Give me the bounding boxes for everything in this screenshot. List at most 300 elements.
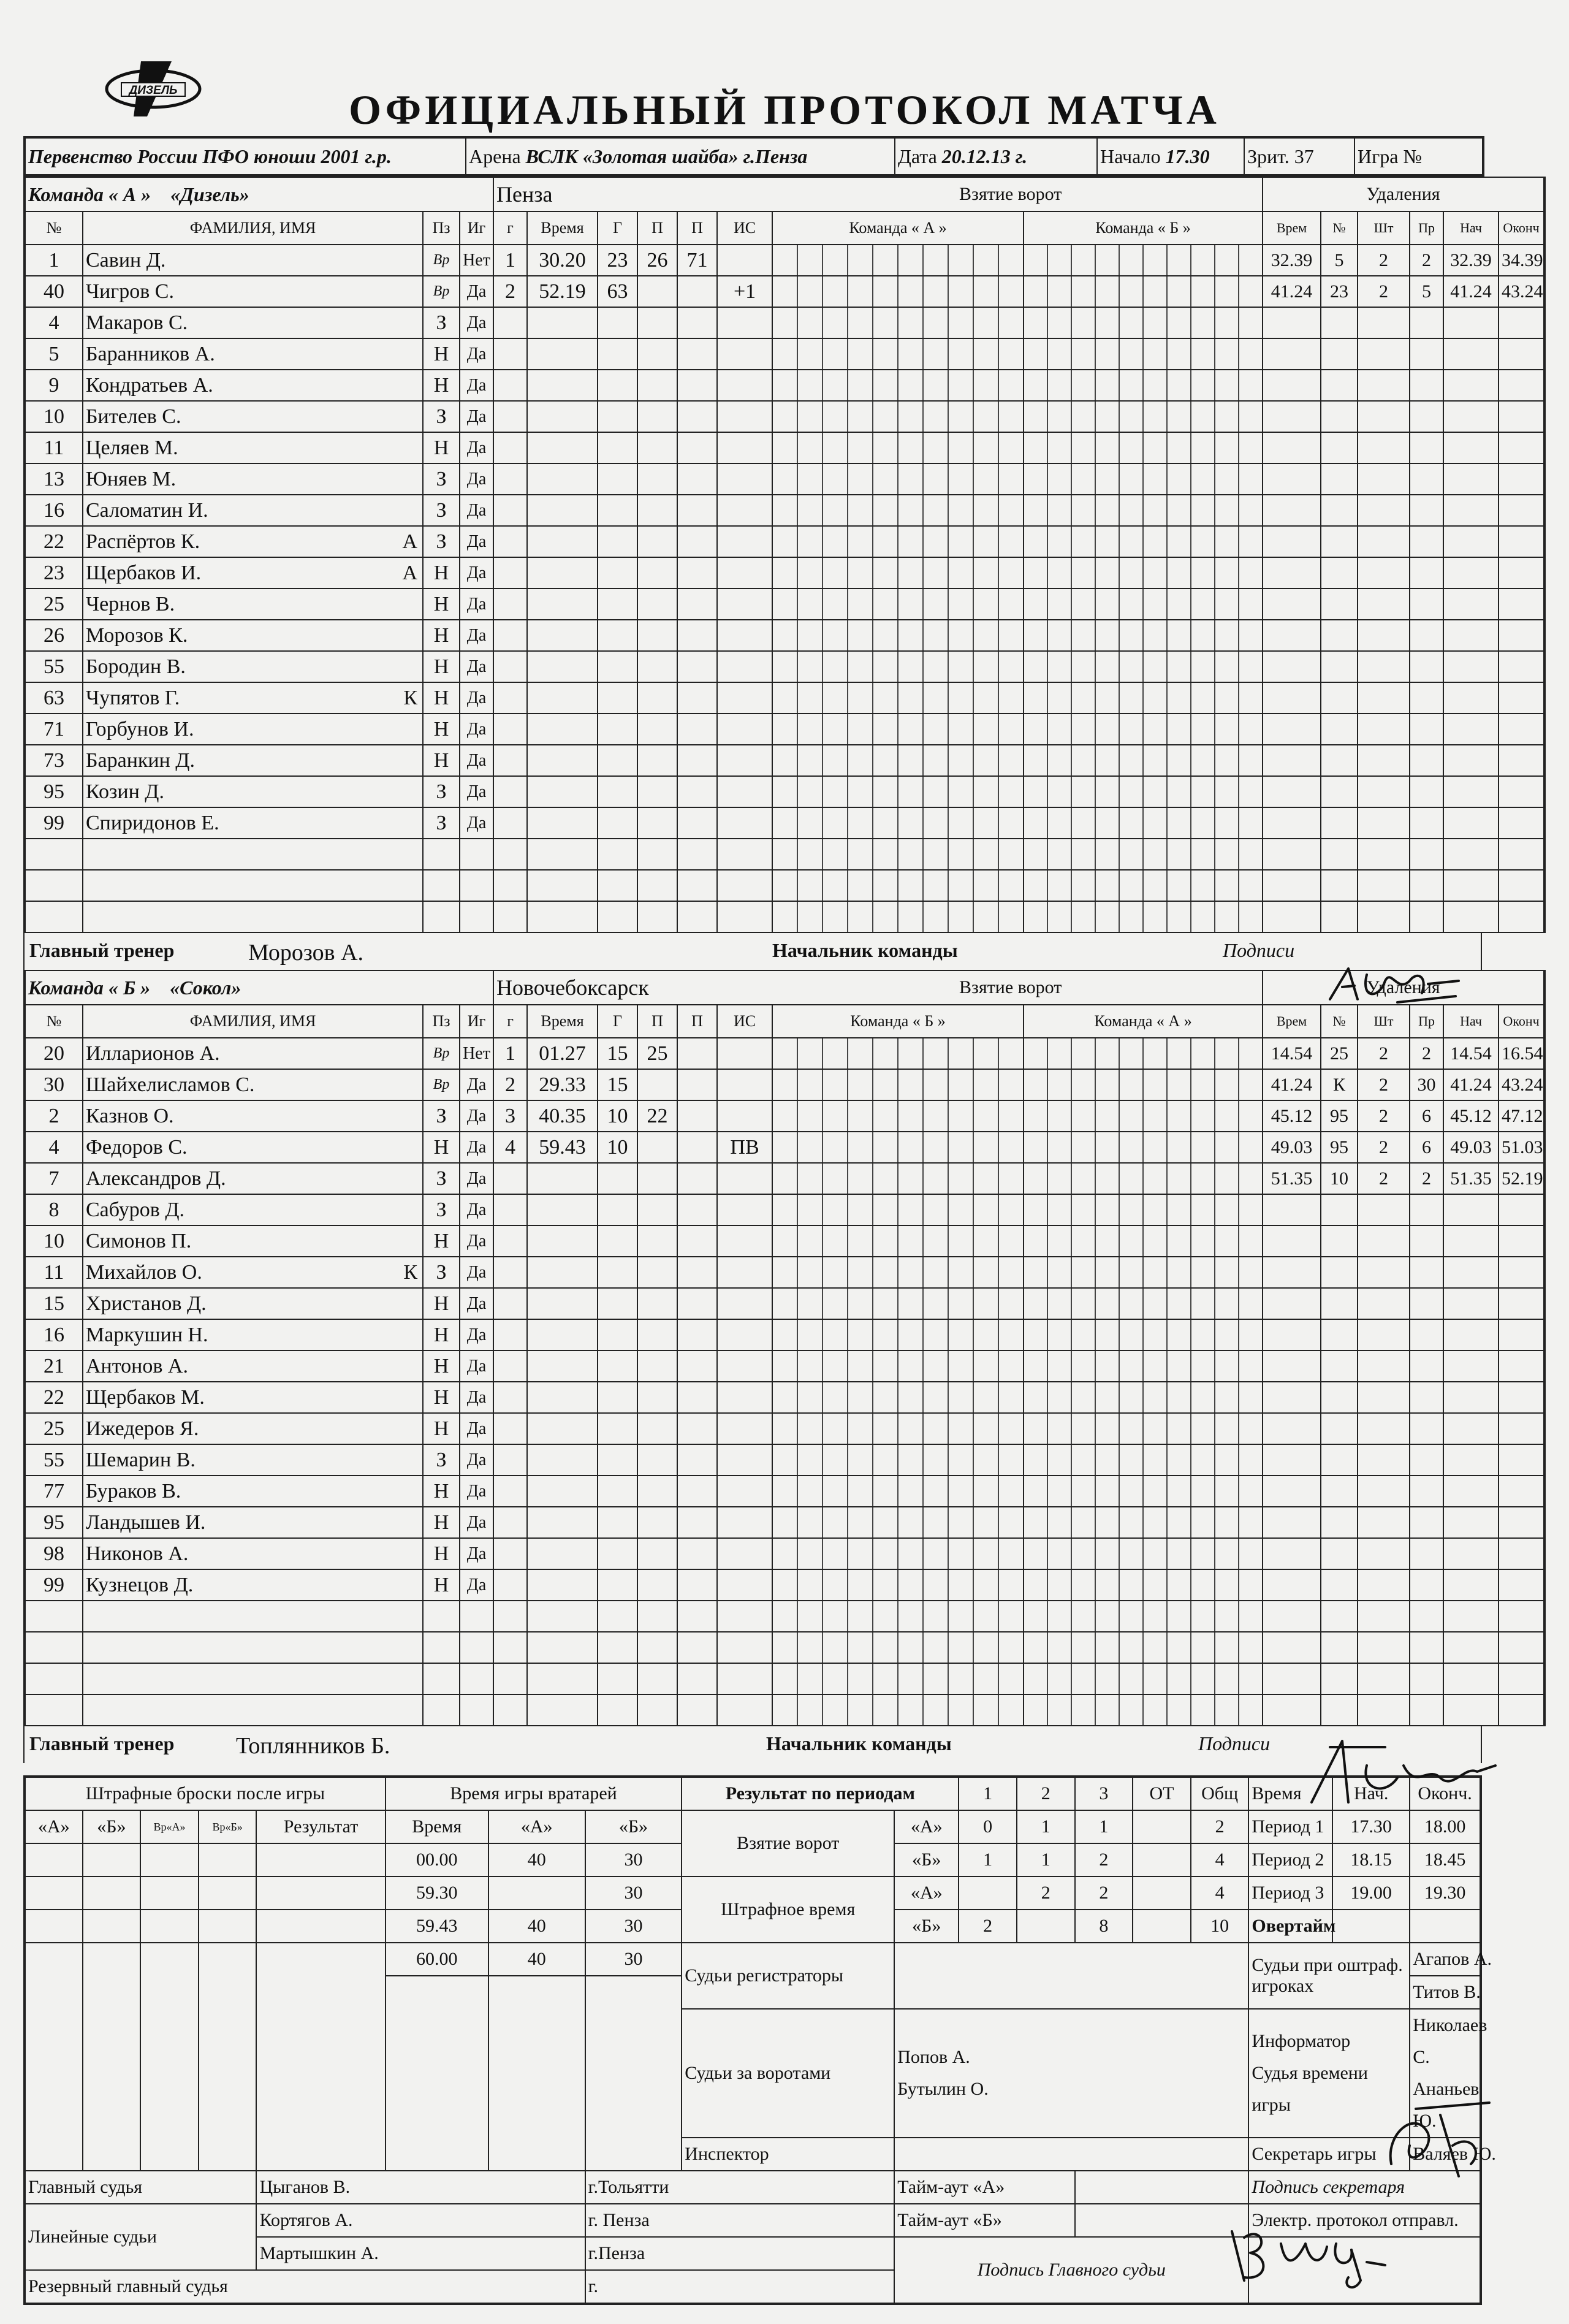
goal-empty-cell — [677, 307, 717, 338]
goals-grid-second — [1024, 901, 1263, 932]
goal-empty-cell — [493, 1601, 527, 1632]
penalty-empty-cell — [1410, 1601, 1443, 1632]
gk-row-1-b: 30 — [585, 1843, 682, 1876]
player-played: Да — [460, 276, 493, 307]
penalty-empty-cell — [1410, 1194, 1443, 1225]
goals-grid-first — [772, 307, 1024, 338]
goal-empty-cell — [493, 1382, 527, 1413]
player-row — [25, 463, 1544, 495]
col-pen-sht: Шт — [1358, 211, 1410, 245]
penalty-empty-cell — [1321, 401, 1358, 432]
player-name-cell — [83, 526, 423, 557]
goal-empty-cell — [677, 1257, 717, 1288]
goals-grid-second — [1024, 1476, 1263, 1507]
goals-a-p2: 1 — [1017, 1810, 1075, 1843]
penalty-empty-cell — [1443, 1694, 1499, 1726]
penalty-empty-cell — [1410, 495, 1443, 526]
player-name-cell — [83, 495, 423, 526]
goal-empty-cell — [598, 714, 637, 745]
player-number: 7 — [25, 1163, 83, 1194]
player-position: Вр — [423, 276, 460, 307]
goal-empty-cell — [598, 1694, 637, 1726]
eprotocol-label: Электр. протокол отправл. — [1248, 2204, 1481, 2237]
player-position: З — [423, 807, 460, 839]
penalty-empty-cell — [1321, 557, 1358, 589]
player-row — [25, 776, 1544, 807]
col-pen-num: № — [1321, 1005, 1358, 1038]
goal-empty-cell — [527, 1444, 598, 1476]
game-number-cell — [1354, 137, 1483, 175]
penalty-empty-cell — [1263, 745, 1321, 776]
goal-empty-cell — [677, 589, 717, 620]
penalty-empty-cell — [1499, 901, 1544, 932]
shootout-cell — [83, 1843, 141, 1876]
goals-grid-first — [772, 1100, 1024, 1132]
start-cell — [1097, 137, 1244, 175]
player-row — [25, 1100, 1544, 1132]
goal-empty-cell — [637, 1382, 677, 1413]
penalty-s: 14.54 — [1443, 1038, 1499, 1069]
penalty-empty-cell — [1443, 463, 1499, 495]
player-played: Да — [460, 807, 493, 839]
goal-empty-cell — [677, 1632, 717, 1663]
player-row — [25, 1382, 1544, 1413]
penalty-empty-cell — [1263, 1225, 1321, 1257]
penalty-pr: 5 — [1410, 276, 1443, 307]
goal-time: 01.27 — [527, 1038, 598, 1069]
player-name-cell — [83, 745, 423, 776]
player-row — [25, 432, 1544, 463]
player-row — [25, 1507, 1544, 1538]
penalty-empty-cell — [1358, 495, 1410, 526]
goal-empty-cell — [717, 1288, 772, 1319]
col-pen-sht: Шт — [1358, 1005, 1410, 1038]
player-name: Шемарин В. — [86, 1448, 196, 1471]
player-name-cell — [83, 1319, 423, 1351]
goals-grid-second — [1024, 745, 1263, 776]
player-row — [25, 307, 1544, 338]
reserve-city: г. — [585, 2270, 895, 2304]
player-row — [25, 1194, 1544, 1225]
goal-empty-cell — [493, 463, 527, 495]
goals-grid-second — [1024, 276, 1263, 307]
goal-empty-cell — [677, 1507, 717, 1538]
goals-grid-second — [1024, 1257, 1263, 1288]
goals-grid-first — [772, 1288, 1024, 1319]
linesman-1-city: г. Пенза — [585, 2204, 895, 2237]
goal-empty-cell — [677, 526, 717, 557]
goals-grid-second — [1024, 1319, 1263, 1351]
shootout-cell — [199, 1876, 257, 1910]
col-played: Иг — [460, 211, 493, 245]
penalty-empty-cell — [1410, 1476, 1443, 1507]
goal-empty-cell — [527, 745, 598, 776]
timeout-a: Тайм-аут «А» — [894, 2171, 1074, 2204]
pim-team-b-label: «Б» — [894, 1910, 959, 1943]
goals-grid-first — [772, 1163, 1024, 1194]
player-number: 20 — [25, 1038, 83, 1069]
player-row — [25, 1351, 1544, 1382]
penalty-empty-cell — [1410, 1257, 1443, 1288]
player-name-cell — [83, 1100, 423, 1132]
goals-grid-second — [1024, 1444, 1263, 1476]
col-name: ФАМИЛИЯ, ИМЯ — [83, 211, 423, 245]
goals-grid-first — [772, 714, 1024, 745]
goals-grid-first — [772, 1413, 1024, 1444]
goal-empty-cell — [717, 807, 772, 839]
goal-empty-cell — [637, 870, 677, 901]
penalty-empty-cell — [1443, 839, 1499, 870]
penalty-empty-cell — [1263, 1319, 1321, 1351]
col-num: № — [25, 211, 83, 245]
goal-empty-cell — [527, 839, 598, 870]
goals-grid-first — [772, 401, 1024, 432]
goal-empty-cell — [598, 1538, 637, 1569]
player-number: 30 — [25, 1069, 83, 1100]
penalty-empty-cell — [1358, 370, 1410, 401]
shootout-cell — [140, 1943, 199, 2171]
goal-empty-cell — [717, 495, 772, 526]
player-number: 1 — [25, 245, 83, 276]
penalty-empty-cell — [1499, 1351, 1544, 1382]
shootout-col-b: «Б» — [83, 1810, 141, 1843]
gk-row-4-b: 30 — [585, 1943, 682, 1976]
penalty-empty-cell — [1443, 714, 1499, 745]
penalty-empty-cell — [1410, 1288, 1443, 1319]
goal-empty-cell — [717, 1351, 772, 1382]
team-b-table — [23, 970, 1546, 1726]
goal-empty-cell — [677, 1382, 717, 1413]
penalty-empty-cell — [1499, 870, 1544, 901]
goals-grid-second — [1024, 495, 1263, 526]
penalty-empty-cell — [1263, 901, 1321, 932]
player-name: Шайхелисламов С. — [86, 1073, 255, 1096]
goal-empty-cell — [527, 1632, 598, 1663]
goals-grid-second — [1024, 870, 1263, 901]
goal-empty-cell — [493, 1163, 527, 1194]
player-name-cell — [83, 1444, 423, 1476]
penalty-empty-cell — [1263, 807, 1321, 839]
goal-empty-cell — [637, 401, 677, 432]
penalty-empty-cell — [1443, 1351, 1499, 1382]
goal-empty-cell — [493, 495, 527, 526]
goal-empty-cell — [598, 1163, 637, 1194]
goals-grid-second — [1024, 1132, 1263, 1163]
gk-col-b: «Б» — [585, 1810, 682, 1843]
gk-row-2-b: 30 — [585, 1876, 682, 1910]
goals-grid-first — [772, 651, 1024, 682]
penalty-empty-cell — [1321, 1663, 1358, 1694]
penalty-s: 32.39 — [1443, 245, 1499, 276]
penalty-empty-cell — [1321, 589, 1358, 620]
goal-empty-cell — [527, 901, 598, 932]
player-name: Щербаков М. — [86, 1385, 205, 1409]
time-header: Время — [1248, 1777, 1332, 1810]
penalty-empty-cell — [1499, 1538, 1544, 1569]
penalty-s: 41.24 — [1443, 1069, 1499, 1100]
penalty-empty-cell — [1321, 745, 1358, 776]
player-name: Михайлов О. — [86, 1260, 202, 1284]
penalty-empty-cell — [1443, 682, 1499, 714]
goal-judges-values — [894, 2009, 1248, 2138]
penalty-empty-cell — [1358, 1319, 1410, 1351]
goal-assist-2 — [677, 1038, 717, 1069]
goal-empty-cell — [717, 589, 772, 620]
penalty-t: 49.03 — [1263, 1132, 1321, 1163]
goal-empty-cell — [598, 1507, 637, 1538]
penalty-empty-cell — [1263, 1351, 1321, 1382]
goal-empty-cell — [598, 401, 637, 432]
penbox-judge-2: Титов В. — [1410, 1976, 1481, 2009]
penalty-empty-cell — [1358, 1444, 1410, 1476]
penalty-empty-cell — [1321, 307, 1358, 338]
gk-row-1-a: 40 — [488, 1843, 585, 1876]
goal-empty-cell — [527, 807, 598, 839]
goals-sub-first: Команда « А » — [772, 211, 1024, 245]
penalty-e: 51.03 — [1499, 1132, 1544, 1163]
player-name-cell — [83, 370, 423, 401]
goal-empty-cell — [717, 1507, 772, 1538]
player-played: Да — [460, 1413, 493, 1444]
period-col-3: 3 — [1075, 1777, 1133, 1810]
shootout-cell — [256, 1876, 385, 1910]
goals-grid-first — [772, 839, 1024, 870]
pim-b-ot — [1133, 1910, 1191, 1943]
col-pen-start: Нач — [1443, 211, 1499, 245]
goals-grid-first — [772, 245, 1024, 276]
date-cell — [895, 137, 1097, 175]
goal-empty-cell — [717, 1225, 772, 1257]
penalty-empty-cell — [1499, 776, 1544, 807]
penalty-empty-cell — [1499, 1225, 1544, 1257]
penalty-sht: 2 — [1358, 276, 1410, 307]
goal-empty-cell — [527, 1351, 598, 1382]
pim-a-ot — [1133, 1876, 1191, 1910]
period-2-end: 18.45 — [1410, 1843, 1481, 1876]
player-played — [460, 870, 493, 901]
player-position: Вр — [423, 1069, 460, 1100]
gk-row-4-time: 60.00 — [386, 1943, 488, 1976]
goals-grid-first — [772, 745, 1024, 776]
gk-row-4-a: 40 — [488, 1943, 585, 1976]
goals-grid-second — [1024, 1694, 1263, 1726]
goals-grid-second — [1024, 1569, 1263, 1601]
goal-empty-cell — [637, 338, 677, 370]
penalty-empty-cell — [1443, 1319, 1499, 1351]
penalty-empty-cell — [1321, 1382, 1358, 1413]
penalty-e: 47.12 — [1499, 1100, 1544, 1132]
team-b-name: «Сокол» — [170, 976, 241, 999]
player-played: Да — [460, 651, 493, 682]
goal-empty-cell — [527, 1694, 598, 1726]
penalty-empty-cell — [1358, 338, 1410, 370]
goal-scorer: 15 — [598, 1069, 637, 1100]
player-number: 55 — [25, 651, 83, 682]
player-row — [25, 495, 1544, 526]
penalty-empty-cell — [1263, 1194, 1321, 1225]
player-number: 40 — [25, 276, 83, 307]
player-played: Да — [460, 557, 493, 589]
goal-empty-cell — [493, 651, 527, 682]
goal-empty-cell — [637, 1225, 677, 1257]
goal-empty-cell — [637, 1288, 677, 1319]
shootout-cell — [140, 1876, 199, 1910]
penalty-n: 10 — [1321, 1163, 1358, 1194]
player-number: 4 — [25, 1132, 83, 1163]
player-name: Антонов А. — [86, 1354, 188, 1377]
goal-empty-cell — [527, 1538, 598, 1569]
penalty-empty-cell — [1263, 1538, 1321, 1569]
goals-grid-first — [772, 1694, 1024, 1726]
goal-empty-cell — [598, 1476, 637, 1507]
goals-grid-second — [1024, 432, 1263, 463]
penalty-empty-cell — [1321, 432, 1358, 463]
goal-empty-cell — [527, 1382, 598, 1413]
period-2-start: 18.15 — [1332, 1843, 1410, 1876]
goal-empty-cell — [637, 370, 677, 401]
team-b-section — [23, 970, 1543, 1763]
goals-grid-first — [772, 495, 1024, 526]
goals-grid-second — [1024, 1601, 1263, 1632]
goal-empty-cell — [527, 495, 598, 526]
goal-situation — [717, 1100, 772, 1132]
player-name: Никонов А. — [86, 1542, 189, 1565]
goal-empty-cell — [717, 1601, 772, 1632]
penalty-empty-cell — [1443, 526, 1499, 557]
col-g: Г — [598, 1005, 637, 1038]
goals-b-p3: 2 — [1075, 1843, 1133, 1876]
player-played: Да — [460, 463, 493, 495]
linesmen-label: Линейные судьи — [25, 2204, 256, 2270]
penalty-empty-cell — [1499, 1632, 1544, 1663]
goal-empty-cell — [637, 776, 677, 807]
player-name: Симонов П. — [86, 1229, 192, 1252]
goal-empty-cell — [637, 745, 677, 776]
penalty-empty-cell — [1443, 1538, 1499, 1569]
player-played: Нет — [460, 245, 493, 276]
penalty-empty-cell — [1499, 1694, 1544, 1726]
goal-empty-cell — [677, 1413, 717, 1444]
player-row — [25, 557, 1544, 589]
goal-empty-cell — [493, 1538, 527, 1569]
overtime-label: Овертайм — [1248, 1910, 1332, 1943]
penbox-judge-1: Агапов А. — [1410, 1943, 1481, 1976]
penalty-empty-cell — [1443, 1663, 1499, 1694]
col-pen-pr: Пр — [1410, 211, 1443, 245]
penalty-empty-cell — [1410, 1351, 1443, 1382]
penalty-s: 41.24 — [1443, 276, 1499, 307]
penalty-empty-cell — [1321, 526, 1358, 557]
penalty-empty-cell — [1443, 901, 1499, 932]
penalty-e: 16.54 — [1499, 1038, 1544, 1069]
penalty-empty-cell — [1410, 839, 1443, 870]
player-number: 5 — [25, 338, 83, 370]
goal-empty-cell — [493, 745, 527, 776]
goal-empty-cell — [598, 1569, 637, 1601]
player-number: 11 — [25, 1257, 83, 1288]
player-name: Морозов К. — [86, 623, 188, 647]
goal-empty-cell — [493, 1444, 527, 1476]
pim-a-p2: 2 — [1017, 1876, 1075, 1910]
penalty-empty-cell — [1263, 1663, 1321, 1694]
goals-grid-second — [1024, 1225, 1263, 1257]
penalty-empty-cell — [1499, 432, 1544, 463]
goal-empty-cell — [717, 620, 772, 651]
goal-scorer: 10 — [598, 1132, 637, 1163]
goal-empty-cell — [527, 776, 598, 807]
player-name: Маркушин Н. — [86, 1323, 208, 1346]
goals-grid-first — [772, 526, 1024, 557]
penalty-empty-cell — [1410, 1632, 1443, 1663]
player-row — [25, 1257, 1544, 1288]
goal-empty-cell — [677, 745, 717, 776]
player-played: Да — [460, 589, 493, 620]
player-position: З — [423, 526, 460, 557]
goal-empty-cell — [717, 1694, 772, 1726]
goal-empty-cell — [717, 401, 772, 432]
penalty-n: 5 — [1321, 245, 1358, 276]
player-position: З — [423, 1163, 460, 1194]
goal-empty-cell — [527, 1194, 598, 1225]
penalty-empty-cell — [1410, 776, 1443, 807]
penalty-empty-cell — [1499, 1288, 1544, 1319]
goal-empty-cell — [637, 807, 677, 839]
penalty-empty-cell — [1358, 714, 1410, 745]
goals-grid-second — [1024, 1413, 1263, 1444]
goal-empty-cell — [677, 1569, 717, 1601]
penalty-empty-cell — [1358, 1507, 1410, 1538]
player-name-cell — [83, 432, 423, 463]
penalty-empty-cell — [1263, 370, 1321, 401]
goals-grid-first — [772, 1444, 1024, 1476]
goal-empty-cell — [527, 1163, 598, 1194]
penalty-empty-cell — [1358, 1632, 1410, 1663]
penalty-empty-cell — [1358, 463, 1410, 495]
goal-number: 2 — [493, 276, 527, 307]
col-p2: П — [677, 211, 717, 245]
goals-grid-second — [1024, 245, 1263, 276]
goal-empty-cell — [677, 1601, 717, 1632]
penalty-empty-cell — [1263, 1632, 1321, 1663]
penalty-empty-cell — [1263, 839, 1321, 870]
goal-empty-cell — [527, 1413, 598, 1444]
goal-empty-cell — [598, 1382, 637, 1413]
player-number — [25, 1632, 83, 1663]
player-row — [25, 1132, 1544, 1163]
penalty-empty-cell — [1410, 901, 1443, 932]
penalty-empty-cell — [1499, 1476, 1544, 1507]
player-name: Ландышев И. — [86, 1511, 206, 1534]
player-name: Распёртов К. — [86, 530, 200, 553]
gk-col-a: «А» — [488, 1810, 585, 1843]
pim-a-p3: 2 — [1075, 1876, 1133, 1910]
penalty-empty-cell — [1358, 1569, 1410, 1601]
goal-time: 29.33 — [527, 1069, 598, 1100]
penalty-n: 95 — [1321, 1132, 1358, 1163]
player-name-cell — [83, 1069, 423, 1100]
col-pen-pr: Пр — [1410, 1005, 1443, 1038]
player-row — [25, 370, 1544, 401]
goal-empty-cell — [493, 620, 527, 651]
reserve-label: Резервный главный судья — [25, 2270, 585, 2304]
penalty-empty-cell — [1410, 401, 1443, 432]
goal-empty-cell — [717, 1476, 772, 1507]
player-name-cell — [83, 1476, 423, 1507]
player-name: Ижедеров Я. — [86, 1417, 199, 1440]
player-name-cell — [83, 276, 423, 307]
player-number — [25, 870, 83, 901]
player-position: Н — [423, 557, 460, 589]
